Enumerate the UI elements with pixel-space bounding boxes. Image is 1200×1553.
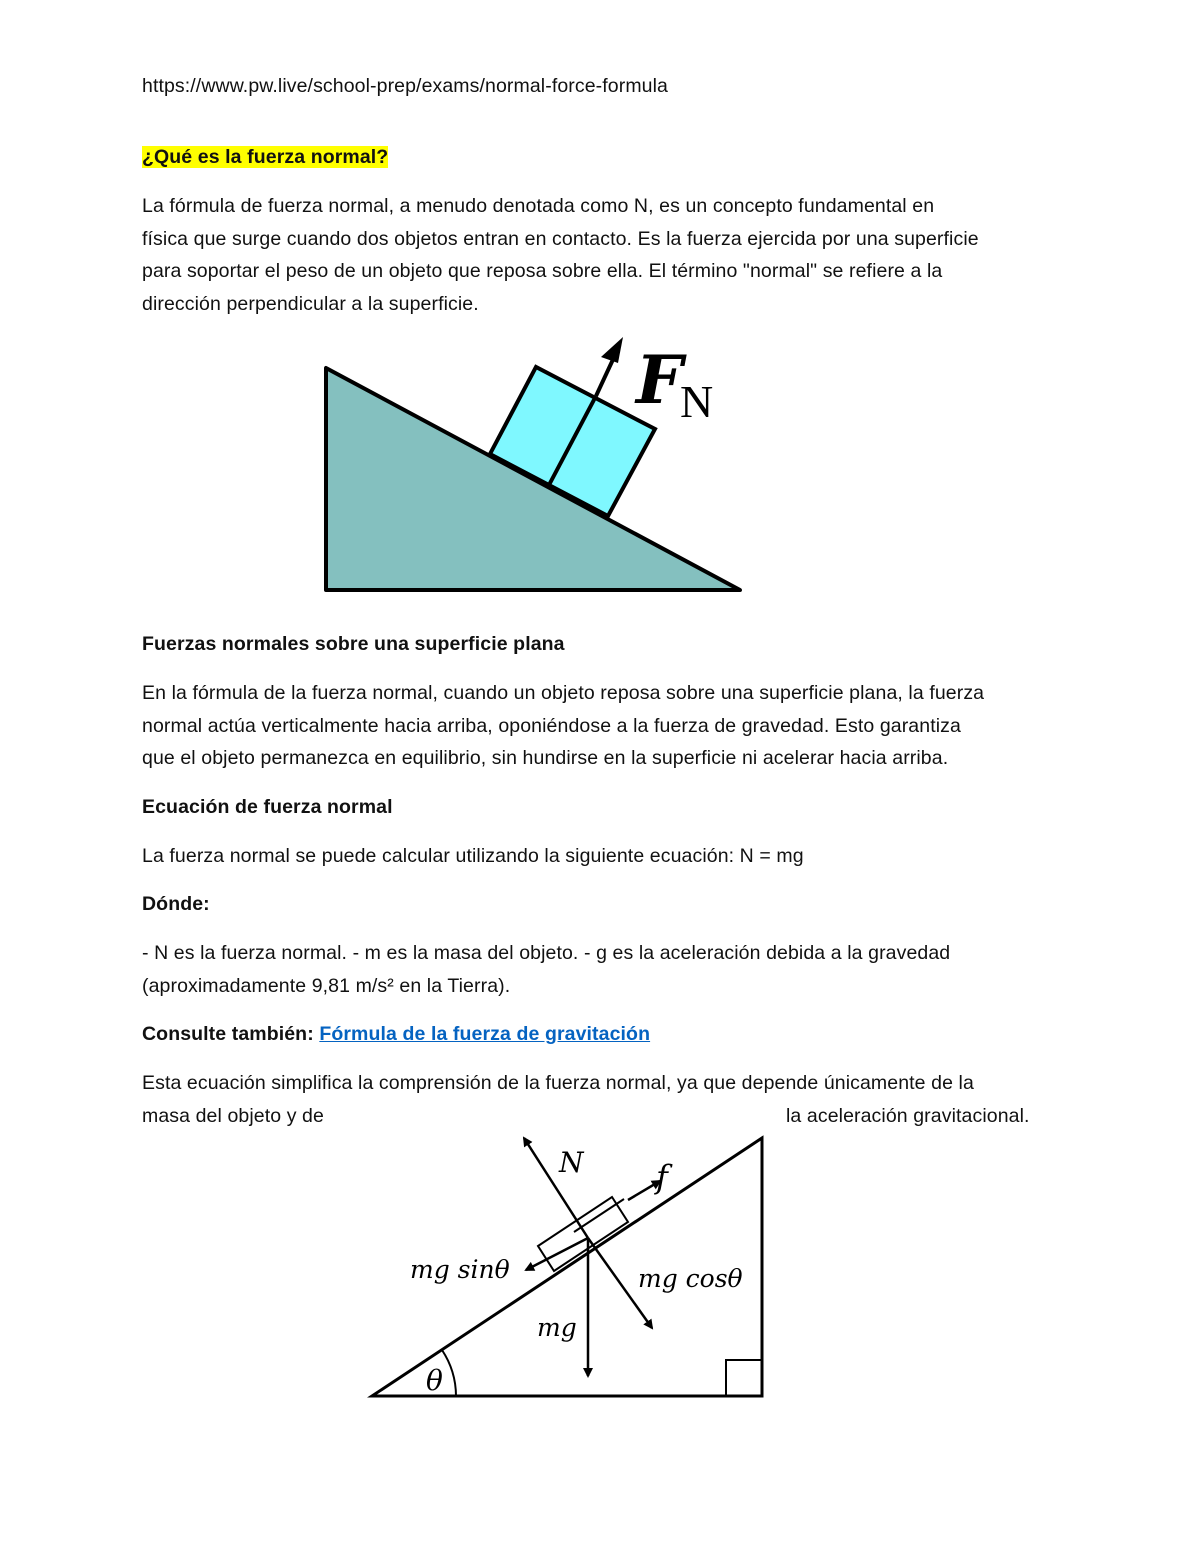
- see-also: [142, 1018, 650, 1051]
- flat-line: que el objeto permanezca en equilibrio, sin hundirse en la superficie ni acelerar hacia arriba.: [142, 747, 949, 769]
- equation-paragraph: La fuerza normal se puede calcular utilizando la siguiente ecuación: N = mg: [142, 845, 804, 867]
- right-angle-marker: [726, 1360, 762, 1396]
- label-theta: θ: [426, 1364, 443, 1397]
- label-mg-cos: mg cosθ: [638, 1264, 743, 1293]
- heading-equation: Ecuación de fuerza normal: [142, 796, 393, 818]
- flat-line: normal actúa verticalmente hacia arriba, oponiéndose a la fuerza de gravedad. Esto garantiza: [142, 714, 961, 737]
- gravitation-formula-link[interactable]: Fórmula de la fuerza de gravitación: [319, 1023, 651, 1045]
- variables-line: (aproximadamente 9,81 m/s² en la Tierra).: [142, 974, 511, 997]
- variables-line: - N es la fuerza normal. - m es la masa del objeto. - g es la aceleración debida a la gravedad: [142, 942, 951, 964]
- flat-surface-paragraph: [142, 677, 984, 775]
- intro-line: para soportar el peso de un objeto que reposa sobre ella. El término "normal" se refiere a la: [142, 260, 943, 282]
- closing-line-2a: masa del objeto y de: [142, 1105, 324, 1127]
- intro-line: dirección perpendicular a la superficie.: [142, 292, 479, 315]
- heading-where: Dónde:: [142, 893, 210, 915]
- flat-line: En la fórmula de la fuerza normal, cuando un objeto reposa sobre una superficie plana, la fuerza: [142, 682, 985, 704]
- closing-line-1: Esta ecuación simplifica la comprensión de la fuerza normal, ya que depende únicamente de la: [142, 1072, 974, 1094]
- label-n: N: [559, 1146, 584, 1179]
- intro-paragraph: [142, 190, 979, 320]
- label-mg-sin: mg sinθ: [410, 1255, 510, 1284]
- heading-flat-surface: Fuerzas normales sobre una superficie plana: [142, 633, 565, 655]
- incline-normal-force-figure: [318, 335, 748, 597]
- intro-line: física que surge cuando dos objetos entran en contacto. Es la fuerza ejercida por una superficie: [142, 227, 979, 250]
- angle-arc: [442, 1350, 456, 1396]
- force-label-f: F: [636, 341, 683, 419]
- highlighted-heading-text: ¿Qué es la fuerza normal?: [142, 146, 389, 168]
- label-f: f: [656, 1158, 668, 1196]
- normal-force-arrowhead: [601, 337, 623, 363]
- force-label-subscript-n: N: [680, 376, 714, 427]
- closing-line-2b: la aceleración gravitacional.: [786, 1105, 1030, 1127]
- intro-line: La fórmula de fuerza normal, a menudo denotada como N, es un concepto fundamental en: [142, 195, 935, 217]
- label-mg: mg: [537, 1313, 577, 1342]
- heading-what-is-normal-force: [142, 141, 388, 174]
- see-also-label: Consulte también:: [142, 1023, 314, 1045]
- variables-paragraph: [142, 937, 950, 1002]
- source-url[interactable]: https://www.pw.live/school-prep/exams/normal-force-formula: [142, 75, 668, 97]
- incline-free-body-diagram: [360, 1128, 780, 1408]
